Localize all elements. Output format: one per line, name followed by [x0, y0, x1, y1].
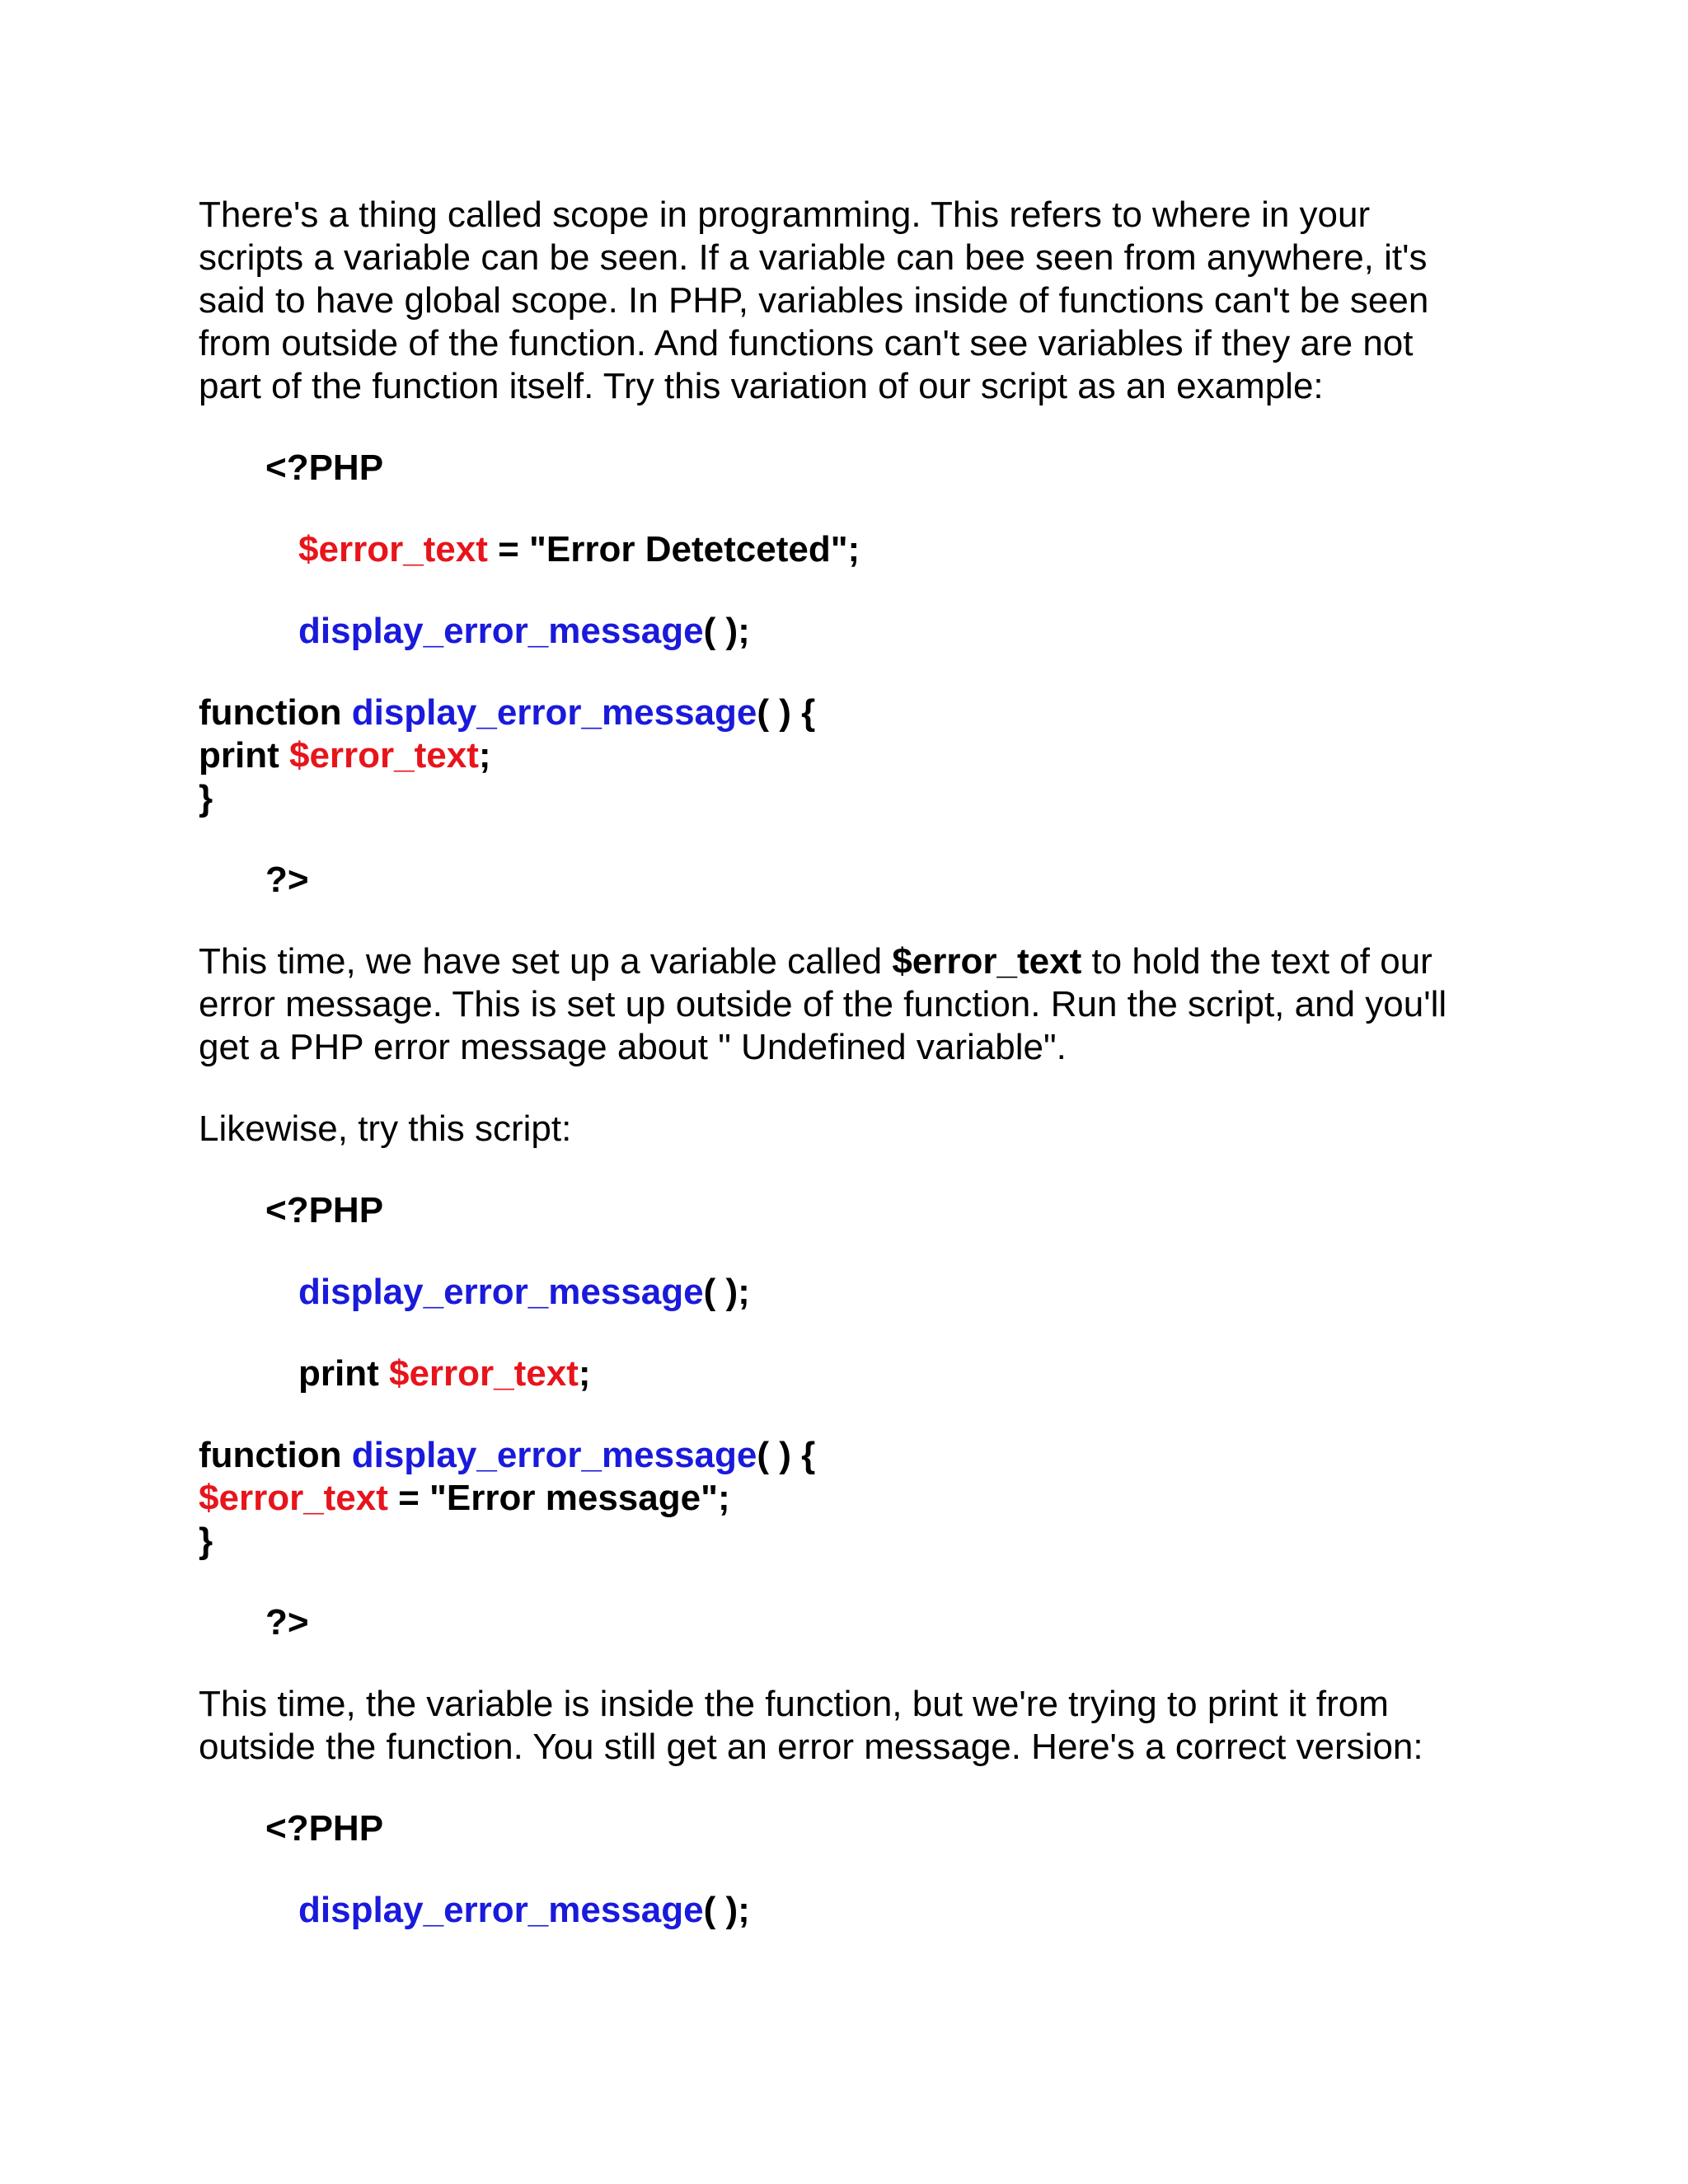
function-token: display_error_message [351, 1435, 757, 1475]
code-line [199, 1271, 1517, 1314]
text-line: outside the function. You still get an error message. Here's a correct version: [199, 1727, 1423, 1767]
code-line [199, 610, 1517, 653]
variable-token: $error_text [288, 735, 479, 776]
keyword-token: print [199, 735, 289, 776]
code-block-2 [199, 1189, 1517, 1644]
correct-version-paragraph [199, 1683, 1517, 1769]
document-page [199, 194, 1517, 1932]
code-line [199, 528, 1517, 571]
code-line [199, 1352, 1517, 1395]
code-line [199, 691, 1517, 734]
text-line: error message. This is set up outside of the function. Run the script, and you'll [199, 984, 1447, 1024]
text-line: There's a thing called scope in programming. This refers to where in your [199, 194, 1371, 235]
inline-code: $error_text [892, 941, 1082, 982]
code-token: ( ); [703, 611, 750, 651]
function-token: display_error_message [351, 692, 757, 733]
likewise-paragraph: Likewise, try this script: [199, 1108, 572, 1149]
code-token: ; [478, 735, 491, 776]
text-line: scripts a variable can be seen. If a variable can bee seen from anywhere, it's [199, 237, 1428, 278]
variable-token: $error_text [199, 1478, 388, 1518]
variable-token: $error_text [388, 1353, 579, 1394]
variable-token: $error_text [298, 529, 488, 569]
function-token: display_error_message [298, 1272, 704, 1312]
function-token: display_error_message [298, 611, 704, 651]
code-line: } [199, 778, 213, 818]
keyword-token: function [199, 1435, 352, 1475]
text-run: to hold the text of our [1081, 941, 1432, 982]
code-token: ( ) { [757, 1435, 816, 1475]
code-token: ( ); [703, 1272, 750, 1312]
php-open-tag: <?PHP [265, 1190, 384, 1230]
text-line: part of the function itself. Try this variation of our script as an example: [199, 366, 1324, 406]
php-open-tag: <?PHP [265, 1808, 384, 1849]
php-close-tag: ?> [265, 860, 309, 900]
text-line [199, 940, 1517, 983]
php-open-tag: <?PHP [265, 448, 384, 488]
code-line [199, 1477, 1517, 1520]
code-token: ; [578, 1353, 591, 1394]
text-run: This time, we have set up a variable called [199, 941, 893, 982]
code-line [199, 734, 1517, 777]
intro-paragraph [199, 194, 1517, 408]
text-line: said to have global scope. In PHP, variables inside of functions can't be seen [199, 280, 1429, 321]
text-line: This time, the variable is inside the function, but we're trying to print it from [199, 1684, 1389, 1724]
code-line [199, 1889, 1517, 1932]
explanation-paragraph [199, 940, 1517, 1069]
code-token: ( ) { [757, 692, 816, 733]
function-token: display_error_message [298, 1890, 704, 1930]
php-close-tag: ?> [265, 1602, 309, 1643]
code-token: = "Error message"; [387, 1478, 730, 1518]
code-line: } [199, 1521, 213, 1561]
code-line [199, 1434, 1517, 1477]
keyword-token: function [199, 692, 352, 733]
keyword-token: print [298, 1353, 389, 1394]
code-block-3 [199, 1807, 1517, 1932]
code-token: ( ); [703, 1890, 750, 1930]
code-block-1 [199, 447, 1517, 902]
code-token: = "Error Detetceted"; [487, 529, 860, 569]
text-line: from outside of the function. And functions can't see variables if they are not [199, 323, 1414, 363]
text-line: get a PHP error message about " Undefined variable". [199, 1027, 1067, 1067]
